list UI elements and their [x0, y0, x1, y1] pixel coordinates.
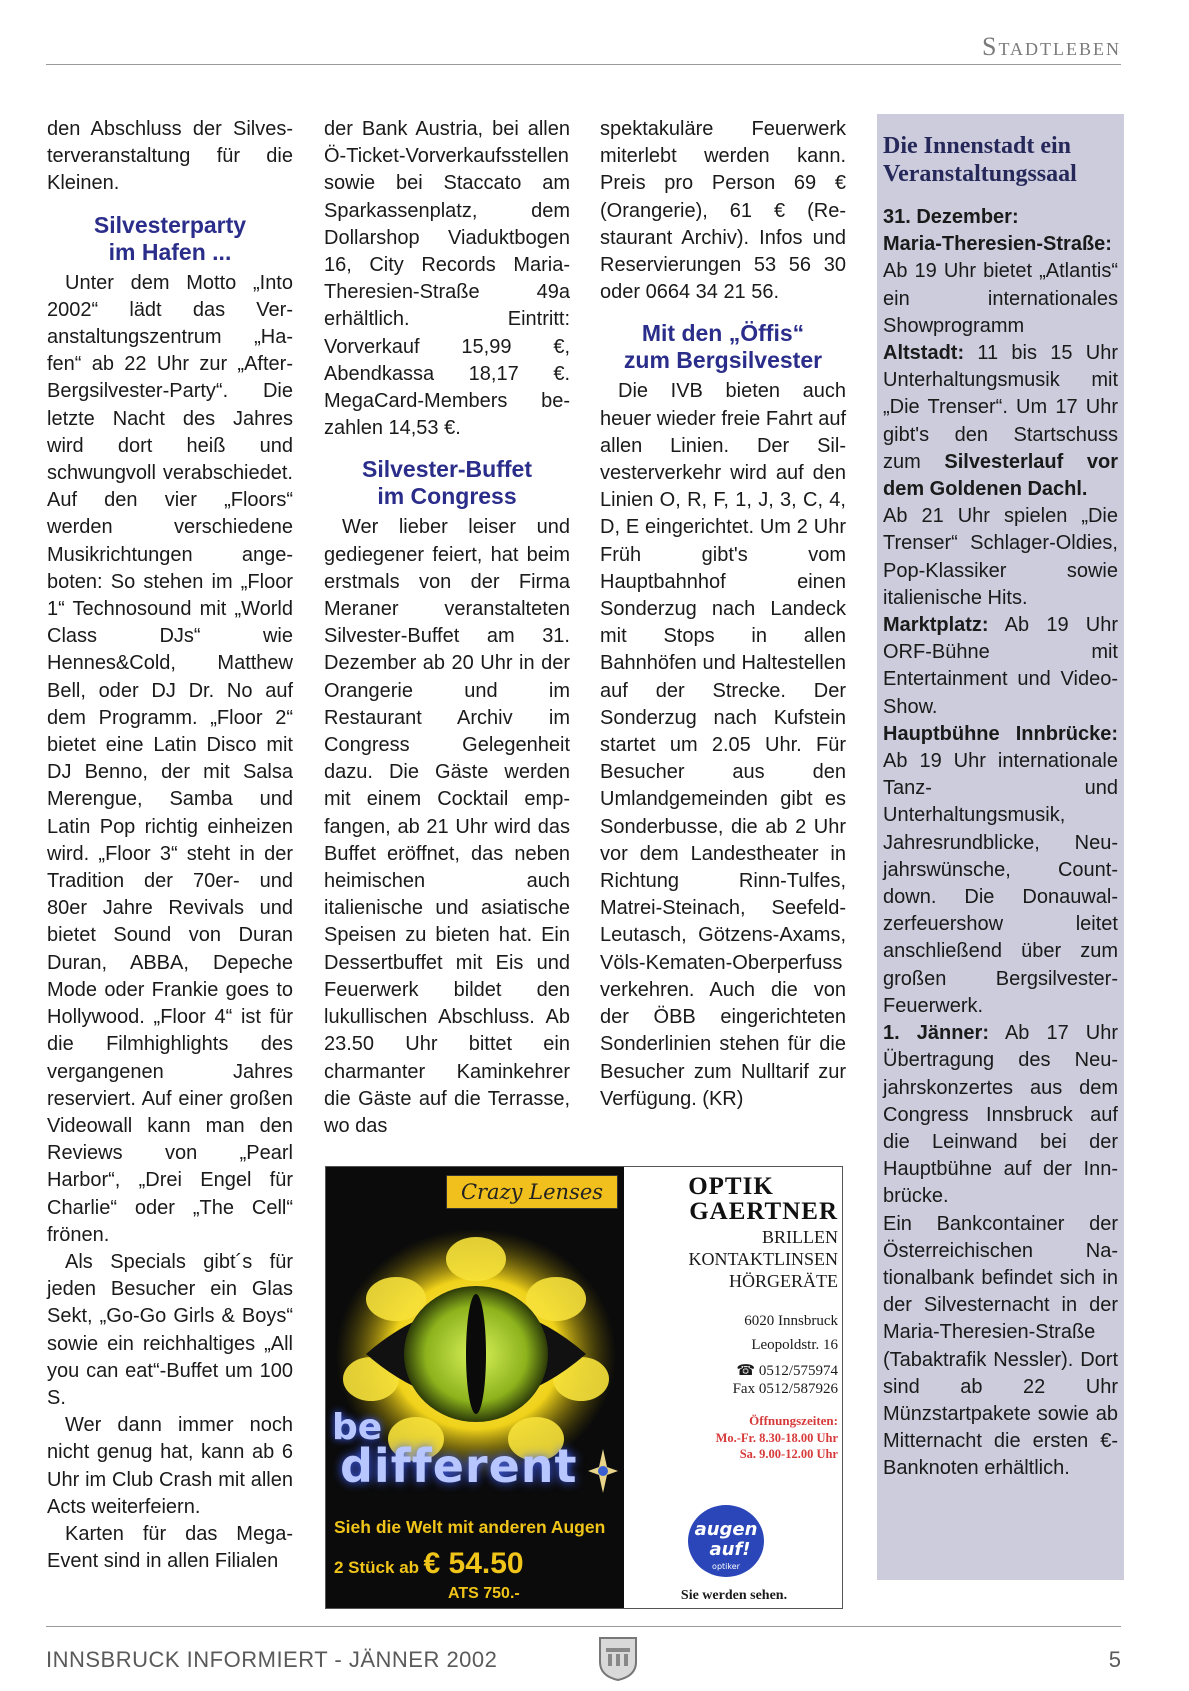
- paragraph: Wer lieber leiser und gediegener feiert, hat beim erstmals von der Firma Meraner veranstalteten Silvester-Buffet am 31. Dezember ab 20 Uhr in der Orangerie und im Restaurant Archiv im Congress Gelegenheit dazu. Die Gäste werden mit einem Cocktail empfangen, ab 21 Uhr wird das Buffet eröffnet, das neben heimischen auch italienische und asiatische Speisen zu bieten hat. Ein Dessertbuffet mit Eis und Feuerwerk bildet den lukullischen Abschluss. Ab 23.50 Uhr bittet ein charmanter Kaminkehrer die Gäste auf die Terrasse, wo das: [324, 516, 570, 1137]
- sidebar-entry: Ein Bankcontainer der Österreichischen Nationalbank befindet sich in der Silvesternacht in der Maria-Theresien-Straße (Tabaktrafik Nessler). Dort sind ab 22 Uhr Münzstartpakete sowie ab Mitternacht die ersten €-Banknoten erhältlich.: [883, 1212, 1118, 1480]
- shop-service: KONTAKTLINSEN: [688, 1249, 838, 1269]
- paragraph: spektakuläre Feuerwerk miterlebt werden kann. Preis pro Person 69 € (Orangerie), 61 € (Restaurant Archiv). Infos und Reservierungen 53 56 30 oder 0664 34 21 56.: [600, 118, 846, 304]
- opening-hours: Mo.-Fr. 8.30-18.00 Uhr: [715, 1431, 838, 1445]
- ad-visual-panel: [326, 1167, 624, 1609]
- badge-text: auf!: [709, 1539, 751, 1560]
- sidebar-entry: Marktplatz: Ab 19 Uhr ORF-Bühne mit Entertainment und Video-Show.: [883, 614, 1118, 718]
- sidebar-box: [877, 114, 1124, 1580]
- section-label: Stadtleben: [982, 32, 1121, 61]
- paragraph: Die IVB bieten auch heuer wieder freie Fahrt auf allen Linien. Der Silvesterverkehr wird auf den Linien O, R, F, 1, J, 3, C, 4, D, E eingerichtet. Um 2 Uhr Früh gibt's vom Hauptbahnhof einen Sonderzug nach Landeck mit Stops in allen Bahnhöfen und Haltestellen auf der Strecke. Der Sonderzug nach Kufstein startet um 2.05 Uhr. Für Besucher aus den Umlandgemeinden gibt es Sonderbusse, die ab 2 Uhr vor dem Landestheater in Richtung Rinn-Tulfes, Matrei-Steinach, Seefeld-Leutasch, Götzens-Axams, Völs-Kematen-Oberperfuss verkehren. Auch die von der ÖBB eingerichteten Sonderlinien stehen für die Besucher zum Nulltarif zur Verfügung. (KR): [600, 380, 846, 1110]
- badge-text: augen: [694, 1519, 758, 1540]
- subheading-oeffis: Mit den „Öffis“ zum Bergsilvester: [623, 320, 823, 374]
- page-number: 5: [1108, 1647, 1121, 1672]
- sidebar-entry: 1. Jänner: Ab 17 Uhr Übertragung des Neujahrskonzertes aus dem Congress Innsbruck auf die Leinwand bei der Hauptbühne auf der Innbrücke.: [883, 1022, 1118, 1208]
- paragraph: Karten für das Mega-Event sind in allen Filialen: [47, 1522, 293, 1573]
- shop-street: Leopoldstr. 16: [751, 1337, 838, 1353]
- sidebar-entry: Hauptbühne Innbrücke: Ab 19 Uhr internationale Tanz- und Unterhaltungsmusik, Jahresrundblicke, Neujahrswünsche, Countdown. Die Donauwalzerfeuershow leitet anschließend über zum großen Bergsilvester-Feuerwerk.: [883, 722, 1118, 1017]
- ad-slogan: Sieh die Welt mit anderen Augen: [334, 1517, 606, 1537]
- ad-shop-panel: [624, 1167, 843, 1609]
- header-divider: [46, 64, 1121, 65]
- sidebar-entry: Maria-Theresien-Straße: Ab 19 Uhr bietet „Atlantis“ ein internationales Showprogramm: [883, 233, 1118, 337]
- shop-service: HÖRGERÄTE: [729, 1271, 838, 1291]
- shop-name-line1: OPTIK: [688, 1173, 774, 1200]
- shop-service: BRILLEN: [762, 1227, 838, 1247]
- compass-star-icon: [588, 1449, 618, 1493]
- opening-hours-title: Öffnungszeiten:: [749, 1413, 838, 1428]
- augen-auf-badge-icon: [686, 1503, 766, 1579]
- publication-title: INNSBRUCK INFORMIERT - JÄNNER 2002: [46, 1647, 498, 1672]
- shop-phone: ☎ 0512/575974: [736, 1363, 838, 1379]
- sidebar-entry: Ab 21 Uhr spielen „Die Trenser“ Schlager-Oldies, Pop-Klassiker sowie italienische Hits.: [883, 505, 1118, 609]
- shop-fax: Fax 0512/587926: [732, 1381, 838, 1397]
- sidebar-title: Die Innenstadt ein Veranstaltungssaal: [883, 133, 1077, 187]
- subheading-silvesterparty: Silvesterparty im Hafen ...: [93, 211, 247, 265]
- badge-text: optiker: [712, 1562, 740, 1571]
- city-crest-icon: [598, 1634, 638, 1682]
- article-column-2: [324, 116, 570, 1140]
- ad-brand-label: Crazy Lenses: [446, 1175, 618, 1209]
- shop-city: 6020 Innsbruck: [744, 1313, 838, 1329]
- paragraph: der Bank Austria, bei allen Ö-Ticket-Vorverkaufsstellen sowie bei Staccato am Sparkassenplatz, dem Dollarshop Viaduktbogen 16, City Records Maria-Theresien-Straße 49a erhältlich. Eintritt: Vorverkauf 15,99 €, Abendkassa 18,17 €. MegaCard-Members bezahlen 14,53 €.: [324, 118, 570, 440]
- article-column-3: [600, 116, 846, 1113]
- article-column-1: [47, 116, 293, 1575]
- ad-tagline: Sie werden sehen.: [680, 1588, 788, 1603]
- sidebar-entry: Altstadt: 11 bis 15 Uhr Unterhaltungsmusik mit „Die Trenser“. Um 17 Uhr gibt's den Startschuss zum Silvesterlauf vor dem Goldenen Dachl.: [883, 342, 1118, 501]
- ad-price: 2 Stück ab € 54.50: [334, 1547, 524, 1580]
- ad-headline-different: different: [340, 1439, 578, 1493]
- advertisement[interactable]: [325, 1166, 843, 1609]
- paragraph: Wer dann immer noch nicht genug hat, kann ab 6 Uhr im Club Crash mit allen Acts weiterfeiern.: [47, 1414, 293, 1518]
- ad-headline-be: be: [332, 1407, 383, 1448]
- sidebar-date: 31. Dezember:: [883, 206, 1019, 228]
- paragraph: Unter dem Motto „Into 2002“ lädt das Veranstaltungszentrum „Hafen“ ab 22 Uhr zur „After-Bergsilvester-Party“. Die letzte Nacht des Jahres wird dort heiß und schwungvoll verabschiedet. Auf den vier „Floors“ werden verschiedene Musikrichtungen angeboten: So stehen im „Floor 1“ Technosound mit „World Class DJs“ wie Hennes&Cold, Matthew Bell, oder DJ Dr. No auf dem Programm. „Floor 2“ bietet eine Latin Disco mit DJ Benno, der mit Salsa Merengue, Samba und Latin Pop richtig einheizen wird. „Floor 3“ steht in der Tradition der 70er- und 80er Jahre Revivals und bietet Sound von Duran Duran, ABBA, Depeche Mode oder Frankie goes to Hollywood. „Floor 4“ ist für die Filmhighlights des vergangenen Jahres reserviert. Auf einer großen Videowall kann man den Reviews von „Pearl Harbor“, „Drei Engel für Charlie“ oder „The Cell“ frönen.: [47, 271, 293, 1246]
- opening-hours: Sa. 9.00-12.00 Uhr: [739, 1447, 838, 1461]
- paragraph: Als Specials gibt´s für jeden Besucher ein Glas Sekt, „Go-Go Girls & Boys“ sowie ein reichhaltiges „All you can eat“-Buffet um 100 S.: [47, 1250, 293, 1409]
- paragraph: den Abschluss der Silvesterveranstaltung für die Kleinen.: [47, 118, 293, 195]
- subheading-silvester-buffet: Silvester-Buffet im Congress: [362, 456, 532, 510]
- shop-name-line2: GAERTNER: [689, 1198, 838, 1225]
- ad-price-ats: ATS 750.-: [448, 1585, 520, 1602]
- footer-divider: [46, 1626, 1121, 1627]
